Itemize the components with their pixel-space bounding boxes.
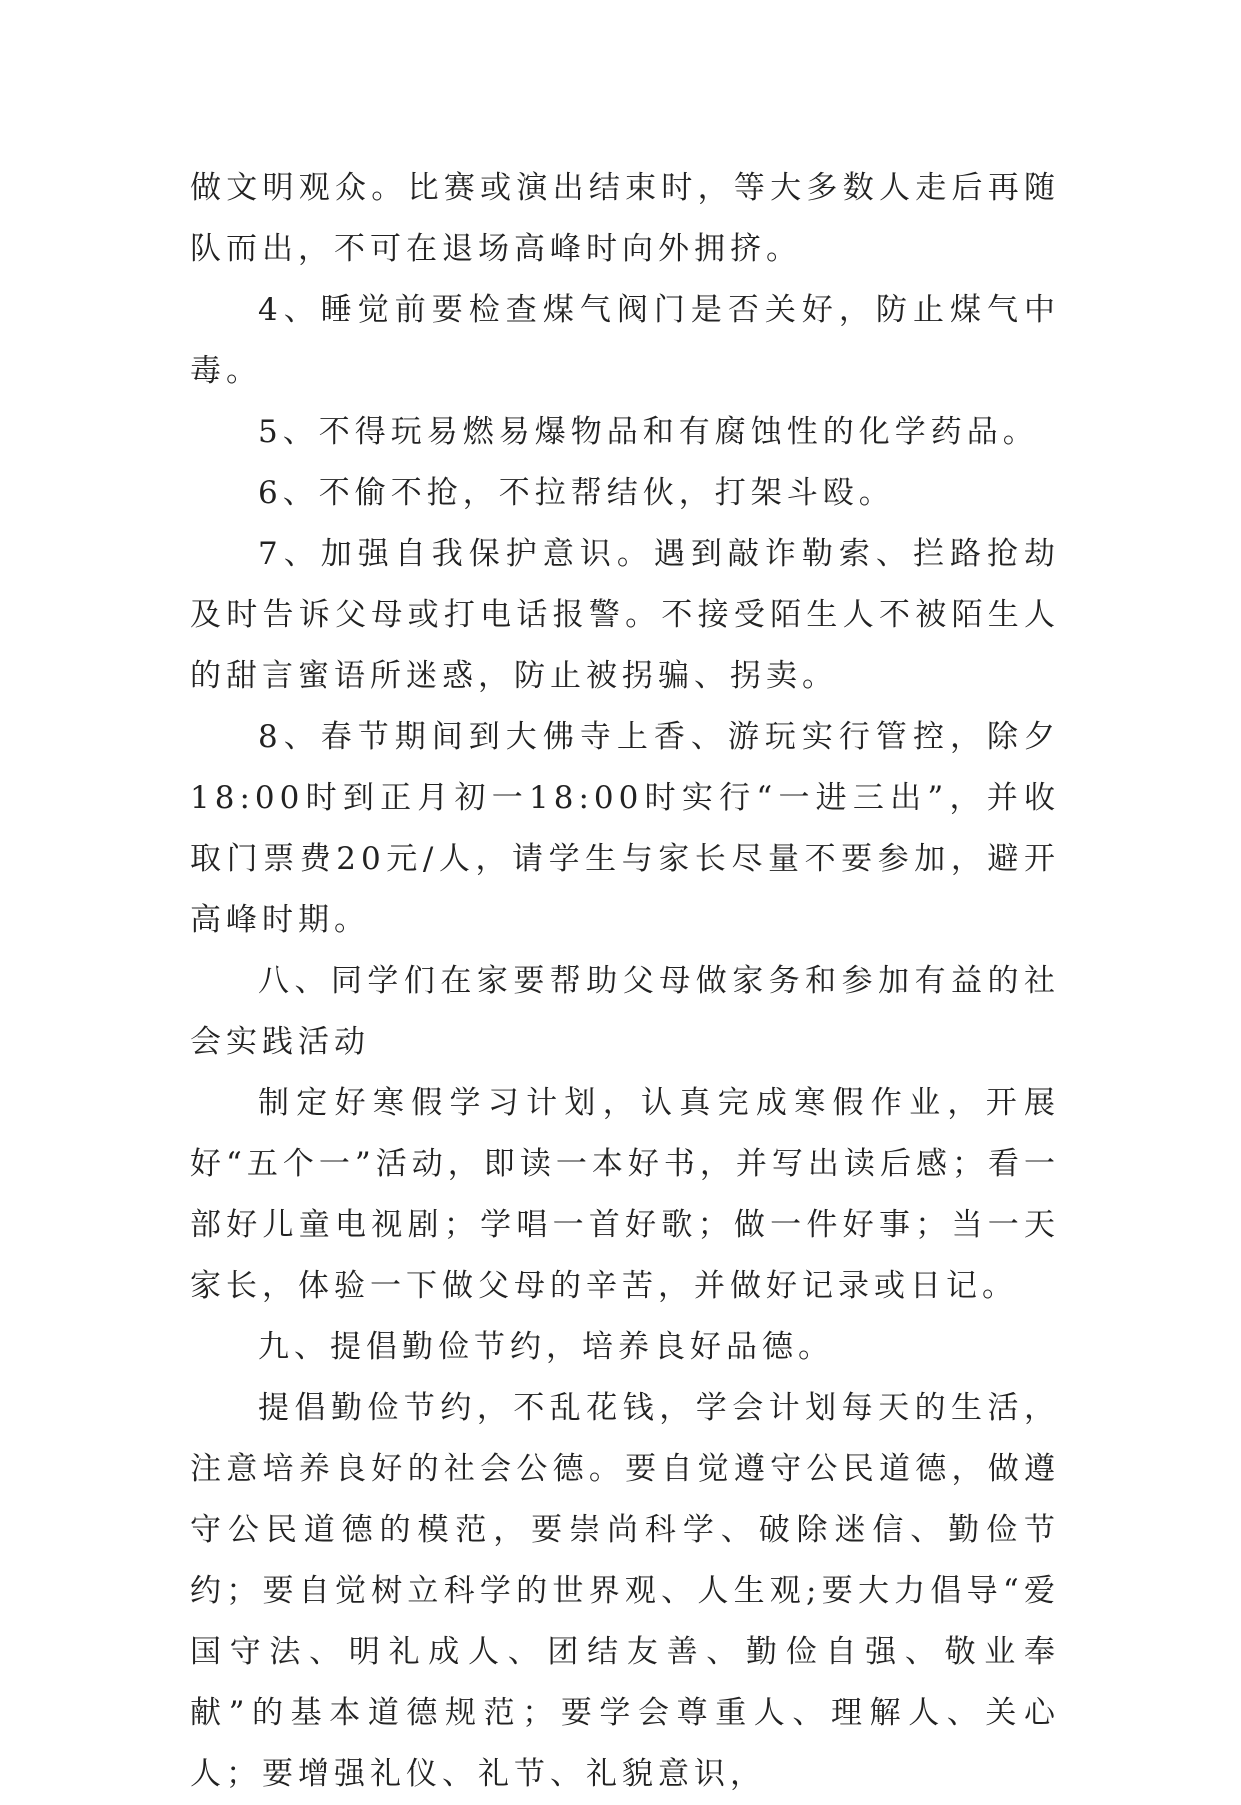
paragraph-item-5-hazardous-items: 5、不得玩易燃易爆物品和有腐蚀性的化学药品。 <box>258 414 1039 450</box>
paragraph-item-8-spring-festival: 8、春节期间到大佛寺上香、游玩实行管控，除夕18:00时到正月初一18:00时实行“一进三出”，并收取门票费20元/人，请学生与家长尽量不要参加，避开高峰时期。 <box>190 719 1060 938</box>
paragraph-spectator-conduct: 做文明观众。比赛或演出结束时，等大多数人走后再随队而出，不可在退场高峰时向外拥挤。 <box>190 170 1060 267</box>
paragraph-item-6-no-fighting: 6、不偷不抢，不拉帮结伙，打架斗殴。 <box>258 475 895 511</box>
paragraph-study-plan: 制定好寒假学习计划，认真完成寒假作业，开展好“五个一”活动，即读一本好书，并写出读后感；看一部好儿童电视剧；学唱一首好歌；做一件好事；当一天家长，体验一下做父母的辛苦，并做好记录或日记。 <box>190 1085 1060 1304</box>
section-heading-9-frugality: 九、提倡勤俭节约，培养良好品德。 <box>258 1329 834 1365</box>
section-heading-8-housework: 八、同学们在家要帮助父母做家务和参加有益的社会实践活动 <box>190 963 1060 1060</box>
paragraph-item-7-self-protection: 7、加强自我保护意识。遇到敲诈勒索、拦路抢劫及时告诉父母或打电话报警。不接受陌生人不被陌生人的甜言蜜语所迷惑，防止被拐骗、拐卖。 <box>190 536 1060 694</box>
document-body <box>190 158 1060 1805</box>
paragraph-social-morality: 提倡勤俭节约，不乱花钱，学会计划每天的生活，注意培养良好的社会公德。要自觉遵守公民道德，做遵守公民道德的模范，要崇尚科学、破除迷信、勤俭节约；要自觉树立科学的世界观、人生观;要大力倡导“爱国守法、明礼成人、团结友善、勤俭自强、敬业奉献”的基本道德规范；要学会尊重人、理解人、关心人；要增强礼仪、礼节、礼貌意识， <box>190 1390 1060 1792</box>
paragraph-item-4-gas-valve: 4、睡觉前要检查煤气阀门是否关好，防止煤气中毒。 <box>190 292 1060 389</box>
